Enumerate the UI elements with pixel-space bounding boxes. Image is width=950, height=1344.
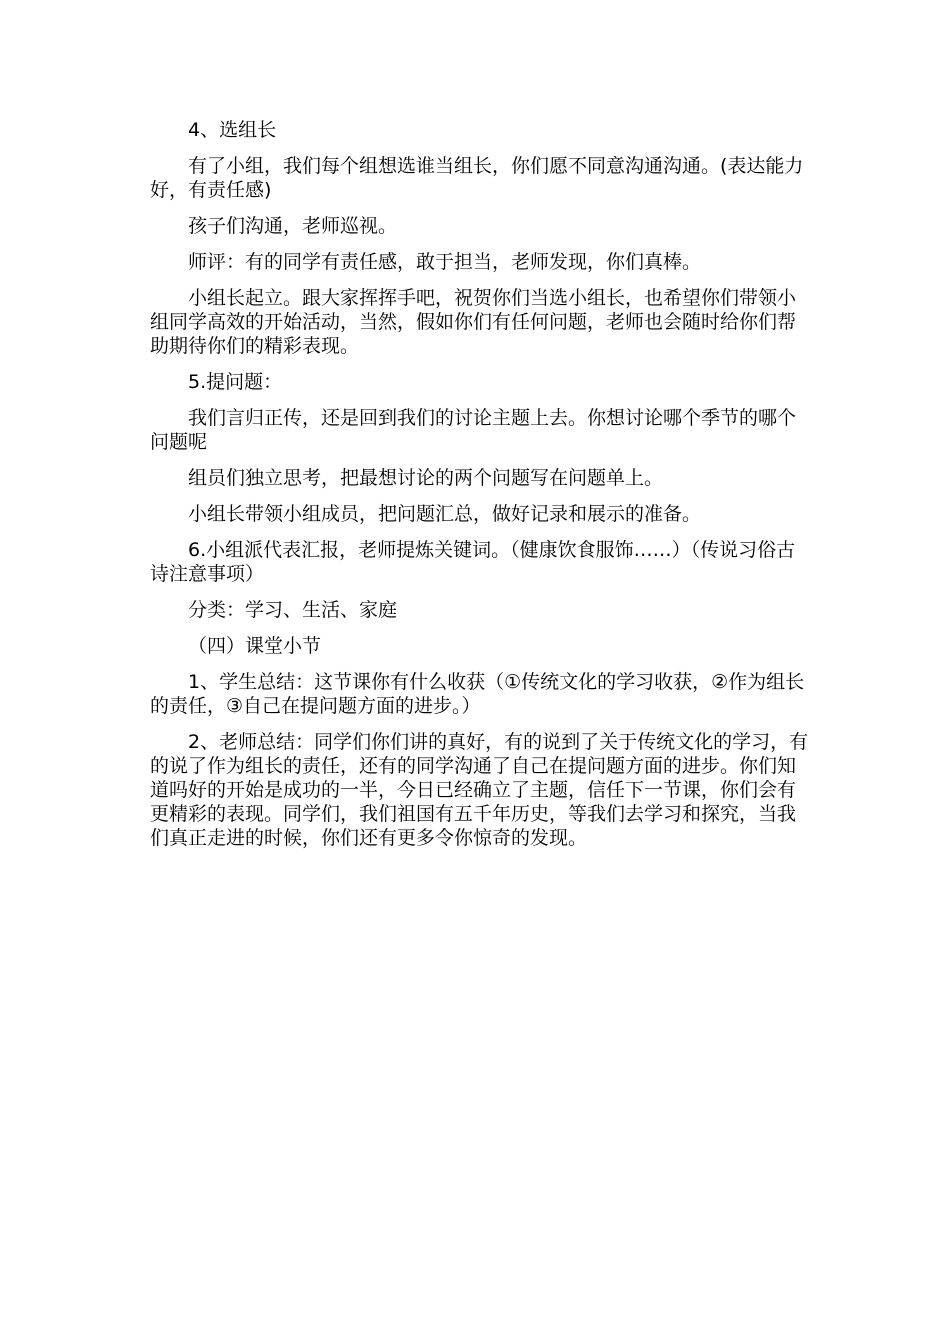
paragraph: 分类：学习、生活、家庭 — [188, 599, 398, 621]
section-heading-select-leader: 4、选组长 — [188, 119, 277, 141]
section-heading-ask-questions: 5.提问题： — [188, 371, 283, 393]
paragraph: 小组长起立。跟大家挥挥手吧，祝贺你们当选小组长，也希望你们带领小组同学高效的开始活动，当然，假如你们有任何问题，老师也会随时给你们帮助期待你们的精彩表现。 — [150, 287, 797, 357]
paragraph: 有了小组，我们每个组想选谁当组长，你们愿不同意沟通沟通。(表达能力好，有责任感) — [150, 155, 804, 201]
paragraph: 师评：有的同学有责任感，敢于担当，老师发现，你们真棒。 — [188, 251, 702, 273]
paragraph: 1、学生总结：这节课你有什么收获（①传统文化的学习收获，②作为组长的责任，③自己在提问题方面的进步。） — [150, 671, 805, 717]
paragraph: 小组长带领小组成员，把问题汇总，做好记录和展示的准备。 — [188, 503, 702, 525]
paragraph: 孩子们沟通，老师巡视。 — [188, 215, 398, 237]
paragraph: 组员们独立思考，把最想讨论的两个问题写在问题单上。 — [188, 467, 664, 489]
paragraph: 6.小组派代表汇报，老师提炼关键词。（健康饮食服饰……）（传说习俗古诗注意事项） — [150, 539, 796, 585]
paragraph: 2、老师总结：同学们你们讲的真好，有的说到了关于传统文化的学习，有的说了作为组长的责任，还有的同学沟通了自己在提问题方面的进步。你们知道吗好的开始是成功的一半，今日已经确立了主题，信任下一节课，你们会有更精彩的表现。同学们，我们祖国有五千年历史，等我们去学习和探究，当我们真正走进的时候，你们还有更多令你惊奇的发现。 — [150, 731, 809, 849]
paragraph: 我们言归正传，还是回到我们的讨论主题上去。你想讨论哪个季节的哪个问题呢 — [150, 407, 797, 453]
section-heading-class-summary: （四）课堂小节 — [188, 635, 322, 657]
document-page — [150, 118, 812, 862]
